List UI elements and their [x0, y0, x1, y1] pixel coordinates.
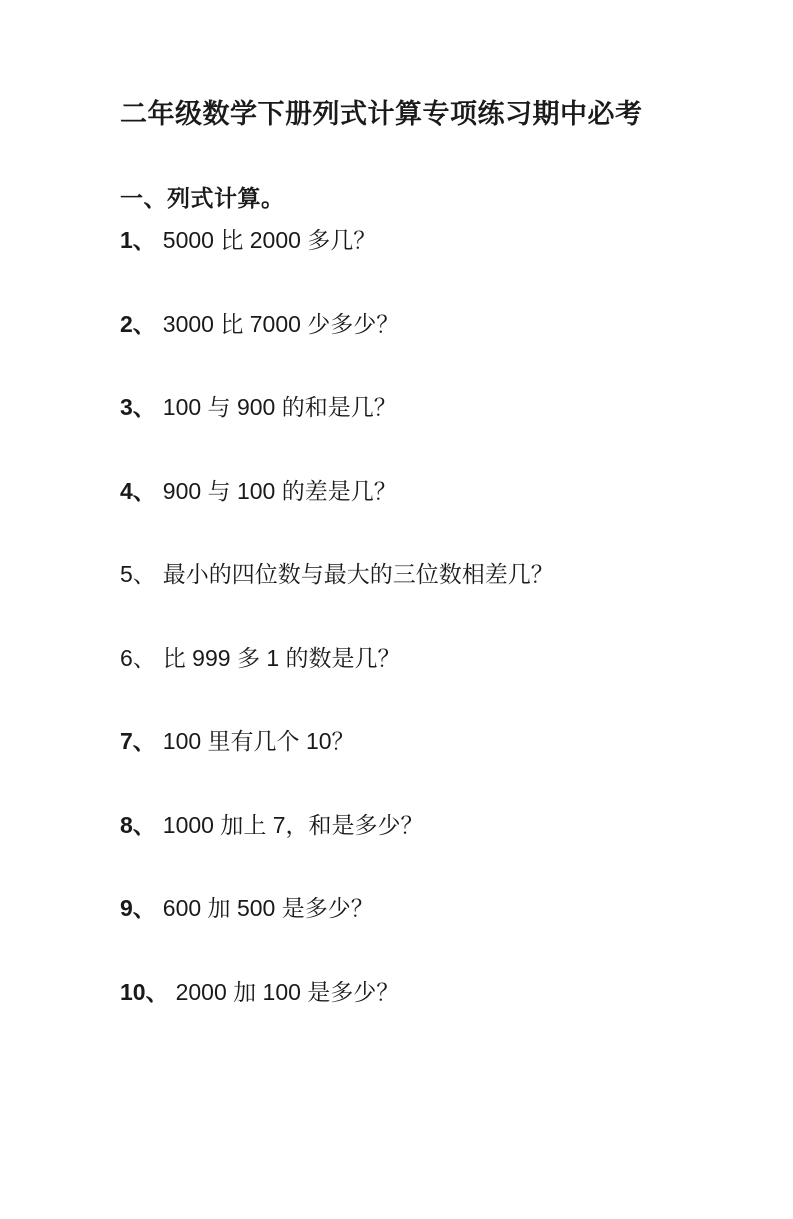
item-question: 最小的四位数与最大的三位数相差几？: [162, 561, 554, 587]
item-number: 1、: [120, 227, 156, 253]
exercise-item-4: [0, 476, 793, 560]
exercise-item-2: [0, 309, 793, 393]
item-number: 10、: [120, 978, 169, 1005]
exercise-item-6: [0, 643, 793, 727]
exercise-item-7: [0, 726, 793, 810]
item-question: 600 加 500 是多少？: [162, 895, 374, 921]
item-number: 4、: [120, 477, 156, 504]
exercise-item-8: [0, 810, 793, 894]
item-question: 1000 加上 7，和是多少？: [162, 811, 424, 838]
exercise-item-10: [0, 977, 793, 1061]
item-question: 900 与 100 的差是几？: [162, 477, 397, 504]
exercise-item-3: [0, 392, 793, 476]
item-number: 8、: [120, 811, 156, 838]
item-number: 6、: [120, 644, 156, 671]
exercise-list: [0, 225, 793, 1060]
item-question: 3000 比 7000 少多少？: [162, 310, 400, 337]
item-question: 5000 比 2000 多几？: [162, 227, 377, 253]
item-number: 5、: [120, 561, 156, 587]
item-number: 7、: [120, 728, 156, 754]
document-title: 二年级数学下册列式计算专项练习期中必考: [120, 99, 643, 129]
item-number: 9、: [120, 895, 156, 921]
worksheet-page: [0, 97, 793, 1219]
item-number: 2、: [120, 310, 156, 337]
exercise-item-9: [0, 893, 793, 977]
item-number: 3、: [120, 394, 156, 420]
item-question: 100 里有几个 10？: [162, 728, 355, 754]
section-heading: 一、列式计算。: [120, 185, 285, 211]
exercise-item-5: [0, 559, 793, 643]
item-question: 100 与 900 的和是几？: [162, 394, 397, 420]
item-question: 比 999 多 1 的数是几？: [162, 644, 401, 671]
exercise-item-1: [0, 225, 793, 309]
item-question: 2000 加 100 是多少？: [175, 978, 400, 1005]
